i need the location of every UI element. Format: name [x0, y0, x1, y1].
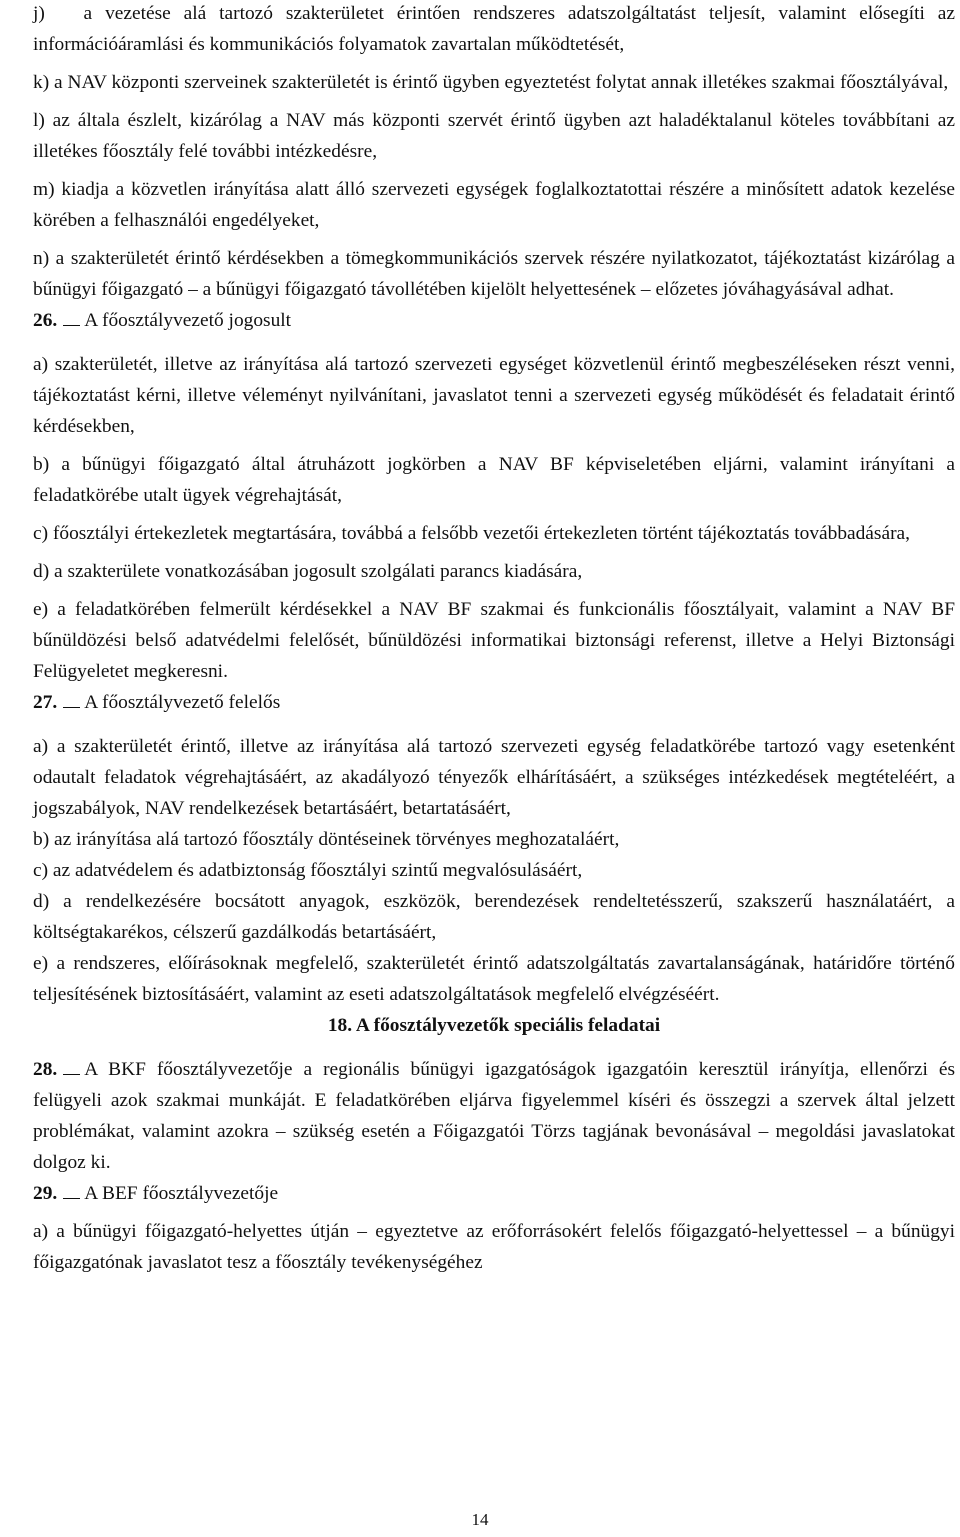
document-page [33, 0, 955, 1278]
section-29-number: 29. [33, 1183, 58, 1204]
section-26-item-c: c) főosztályi értekezletek megtartására, továbbá a felsőbb vezetői értekezleten történt tájékoztatás továbbadására, [33, 523, 910, 544]
section-27-heading [33, 687, 955, 718]
list-item-j: j) a vezetése alá tartozó szakterületet érintően rendszeres adatszolgáltatást teljesít, valamint elősegíti az információáramlási és kommunikációs folyamatok zavartalan működtetését, [33, 3, 955, 55]
list-item-k: k) a NAV központi szerveinek szakterületét is érintő ügyben egyeztetést folytat annak illetékes szakmai főosztályával, [33, 72, 949, 93]
list-item-n: n) a szakterületét érintő kérdésekben a tömegkommunikációs szervek részére nyilatkozatot, tájékoztatást kizárólag a bűnügyi főigazgató – a bűnügyi főigazgató távollétében kijelölt helyettesének – előzetes jóváhagyásával adhat. [33, 248, 955, 300]
section-26-item-b: b) a bűnügyi főigazgató által átruházott jogkörben a NAV BF képviseletében eljárni, valamint irányítani a feladatkörébe utalt ügyek végrehajtását, [33, 454, 955, 506]
underline-mark [63, 1179, 80, 1199]
section-27-item-c: c) az adatvédelem és adatbiztonság főosztályi szintű megvalósulásáért, [33, 860, 583, 881]
underline-mark [63, 688, 80, 708]
section-28-number: 28. [33, 1059, 58, 1080]
list-item-l: l) az általa észlelt, kizárólag a NAV más központi szervét érintő ügyben azt haladéktalanul köteles továbbítani az illetékes főosztály felé további intézkedésre, [33, 110, 955, 162]
section-27-item-a: a) a szakterületét érintő, illetve az irányítása alá tartozó szervezeti egység feladatkörébe tartozó vagy esetenként odautalt feladatok végrehajtásáért, az akadályozó tényezők elhárításáért, a szükséges intézkedések megtételéért, a jogszabályok, NAV rendelkezések betartásáért, betartatásáért, [33, 736, 955, 819]
section-27-item-b: b) az irányítása alá tartozó főosztály döntéseinek törvényes meghozataláért, [33, 829, 620, 850]
section-27-number: 27. [33, 692, 58, 713]
section-29-title: A BEF főosztályvezetője [84, 1183, 279, 1204]
section-26-item-e: e) a feladatkörében felmerült kérdésekkel a NAV BF szakmai és funkcionális főosztályait, valamint a NAV BF bűnüldözési belső adatvédelmi felelősét, bűnüldözési informatikai biztonsági referenst, illetve a Helyi Biztonsági Felügyeletet megkeresni. [33, 599, 955, 682]
section-26-item-d: d) a szakterülete vonatkozásában jogosult szolgálati parancs kiadására, [33, 561, 583, 582]
section-26-heading [33, 305, 955, 336]
section-27-title: A főosztályvezető felelős [84, 692, 281, 713]
list-item-m: m) kiadja a közvetlen irányítása alatt álló szervezeti egységek foglalkoztatottai részére a minősített adatok kezelése körében a felhasználói engedélyeket, [33, 179, 955, 231]
page-number: 14 [471, 1510, 489, 1529]
section-27-item-d: d) a rendelkezésére bocsátott anyagok, eszközök, berendezések rendeltetésszerű, szakszerű használatáért, a költségtakarékos, célszerű gazdálkodás betartásáért, [33, 891, 955, 943]
section-29-item-a: a) a bűnügyi főigazgató-helyettes útján – egyeztetve az erőforrásokért felelős főigazgató-helyettessel – a bűnügyi főigazgatónak javaslatot tesz a főosztály tevékenységéhez [33, 1221, 955, 1273]
section-28-text: A BKF főosztályvezetője a regionális bűnügyi igazgatóságok igazgatóin keresztül irányítja, ellenőrzi és felügyeli azok szakmai munkáját. E feladatkörében eljárva figyelemmel kíséri és összegzi a szervek által jelzett problémákat, valamint azokra – szükség esetén a Főigazgatói Törzs tagjának bevonásával – megoldási javaslatokat dolgoz ki. [33, 1059, 955, 1173]
section-28-paragraph [33, 1054, 955, 1178]
section-26-title: A főosztályvezető jogosult [84, 310, 292, 331]
section-26-number: 26. [33, 310, 58, 331]
chapter-18-title: 18. A főosztályvezetők speciális feladatai [327, 1015, 661, 1036]
underline-mark [63, 1055, 80, 1075]
section-29-heading [33, 1178, 955, 1209]
section-26-item-a: a) szakterületét, illetve az irányítása alá tartozó szervezeti egységet közvetlenül érintő megbeszéléseken részt venni, tájékoztatást kérni, illetve véleményt nyilvánítani, javaslatot tenni a szervezeti egység működését és feladatait érintő kérdésekben, [33, 354, 955, 437]
section-27-item-e: e) a rendszeres, előírásoknak megfelelő, szakterületét érintő adatszolgáltatás zavartalanságának, határidőre történő teljesítésének biztosításáért, valamint az eseti adatszolgáltatások megfelelő elvégzéséért. [33, 953, 955, 1005]
underline-mark [63, 306, 80, 326]
